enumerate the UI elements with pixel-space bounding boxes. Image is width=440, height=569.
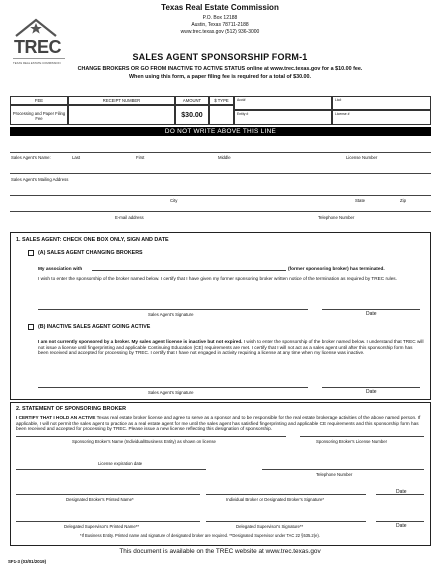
option-a-text: I wish to enter the sponsorship of the broker named below. I certify that I have given my former sponsoring broker written notice of the termination as required by TREC rules.	[38, 276, 397, 281]
date-a-label: Date	[366, 311, 377, 317]
contact-line: www.trec.texas.gov (512) 936-3000	[180, 29, 260, 35]
license-number-label: License Number	[346, 155, 378, 160]
delegated-sig-line[interactable]	[206, 521, 366, 522]
city-line-field[interactable]	[10, 195, 431, 196]
designated-name-label: Designated Broker's Printed Name*	[66, 497, 134, 502]
license-num-field[interactable]: License #	[332, 110, 431, 125]
signature-b-line[interactable]	[38, 387, 308, 388]
signature-b-label: Sales Agent's Signature	[148, 390, 194, 395]
amount-header: AMOUNT	[175, 96, 209, 105]
agent-name-label: Sales Agent's Name:	[11, 155, 51, 160]
fee-table	[10, 96, 431, 126]
instruction-line-1: CHANGE BROKERS OR GO FROM INACTIVE TO ACTIVE STATUS online at www.trec.texas.gov for a $10.00 fee.	[77, 66, 363, 72]
type-header: $ TYPE	[209, 96, 234, 105]
state-label: State	[355, 198, 366, 203]
fee-header: FEE	[10, 96, 68, 105]
first-label: First	[136, 155, 145, 160]
telephone-label: Telephone Number	[316, 472, 353, 477]
phone-label: Telephone Number	[318, 215, 355, 220]
amount-cell: $30.00	[175, 105, 209, 125]
designated-name-line[interactable]	[16, 494, 200, 495]
section-2-footnote: *If Business Entity. Printed name and signature of designated broker are required. **Designated Supervisor under TAC 22 §535.2(e).	[80, 533, 320, 538]
former-broker-line[interactable]	[92, 270, 286, 271]
agent-name-line[interactable]	[10, 152, 431, 153]
instruction-line-2: When using this form, a paper filing fee is required for a total of $30.00.	[128, 74, 312, 80]
availability-note: This document is available on the TREC website at www.trec.texas.gov	[119, 548, 321, 555]
email-label: E-mail address	[115, 215, 144, 220]
telephone-line[interactable]	[262, 469, 424, 470]
delegated-name-line[interactable]	[16, 521, 200, 522]
signature-a-line[interactable]	[38, 309, 308, 310]
middle-label: Middle	[218, 155, 231, 160]
broker-name-label: Sponsoring Broker's Name (Individual/Business Entity) as shown on license	[72, 439, 216, 444]
section-2-text: I CERTIFY THAT I HOLD AN ACTIVE Texas real estate broker license and agree to serve as a sponsor and to be responsible for the real estate brokerage activities of the above named person. If applicable, I will not permit the sales agent to practice as a real estate agent for me until the sales agent has satisfied fingerprinting and applicable CE requirements and this sponsorship form has been received and accepted for processing by TREC. Please issue a new license reflecting this designation of sponsorship.	[16, 415, 421, 432]
city-label: City	[170, 198, 178, 203]
last-label: Last	[72, 155, 81, 160]
type-cell[interactable]	[209, 105, 234, 125]
designated-sig-label: Individual Broker or Designated Broker's Signature*	[226, 497, 325, 502]
delegated-sig-label: Delegated Supervisor's Signature**	[236, 524, 304, 529]
signature-a-label: Sales Agent's Signature	[148, 312, 194, 317]
broker-name-line[interactable]	[16, 436, 286, 437]
date-2-label: Date	[396, 523, 407, 529]
zip-label: Zip	[400, 198, 406, 203]
fee-row-label: Processing and Paper Filing Fee	[10, 105, 68, 125]
no-write-bar: DO NOT WRITE ABOVE THIS LINE	[10, 127, 431, 136]
date-a-line[interactable]	[322, 309, 420, 310]
option-b-checkbox[interactable]	[28, 324, 34, 330]
date-1-label: Date	[396, 489, 407, 495]
form-id: SF1-3 (03/01/2019)	[8, 559, 47, 564]
receipt-header: RECEIPT NUMBER	[68, 96, 175, 105]
assoc-suffix: (former sponsoring broker) has terminated.	[288, 266, 385, 271]
receipt-cell[interactable]	[68, 105, 175, 125]
date-b-line[interactable]	[322, 387, 420, 388]
org-name: Texas Real Estate Commission	[161, 3, 279, 12]
date-b-label: Date	[366, 389, 377, 395]
logo-text: TREC	[14, 37, 61, 57]
section-1-title: 1. SALES AGENT: CHECK ONE BOX ONLY, SIGN AND DATE	[16, 237, 169, 243]
section-2-title: 2. STATEMENT OF SPONSORING BROKER	[16, 406, 127, 412]
mailing-label: Sales Agent's Mailing Address	[11, 177, 69, 182]
email-phone-line[interactable]	[10, 211, 431, 212]
broker-license-label: Sponsoring Broker's License Number	[316, 439, 388, 444]
mailing-line[interactable]	[10, 173, 431, 174]
date-2-line[interactable]	[376, 521, 424, 522]
entity-field[interactable]: Entity #	[234, 110, 332, 125]
option-a-checkbox[interactable]	[28, 250, 34, 256]
acct-field[interactable]: Acct#	[234, 96, 332, 110]
city-line: Austin, Texas 78711-2188	[191, 22, 249, 28]
option-b-text: I am not currently sponsored by a broker. My sales agent license is inactive but not expired. I wish to enter the sponsorship of the broker named below. I understand that TREC will not issue a license until fingerprinting and applicable Continuing Education (CE) requirements are met. I certify that I will not act as a sales agent until after this sponsorship form has been received and accepted for processing by TREC. I certify that I have not engaged in activity requiring a license at any time when my license was inactive.	[38, 339, 424, 356]
po-box: P.O. Box 12188	[202, 15, 238, 21]
logo-subtext: TEXAS REAL ESTATE COMMISSION	[13, 61, 61, 65]
form-title: SALES AGENT SPONSORSHIP FORM-1	[132, 52, 308, 62]
assoc-prefix: My association with	[38, 266, 83, 271]
lic-field[interactable]: Lic#	[332, 96, 431, 110]
expiration-label: License expiration date	[98, 461, 143, 466]
broker-license-line[interactable]	[300, 436, 424, 437]
option-b-title: (B) INACTIVE SALES AGENT GOING ACTIVE	[38, 324, 151, 330]
delegated-name-label: Delegated Supervisor's Printed Name**	[64, 524, 140, 529]
option-a-title: (A) SALES AGENT CHANGING BROKERS	[38, 250, 143, 256]
designated-sig-line[interactable]	[206, 494, 366, 495]
expiration-line[interactable]	[16, 469, 206, 470]
